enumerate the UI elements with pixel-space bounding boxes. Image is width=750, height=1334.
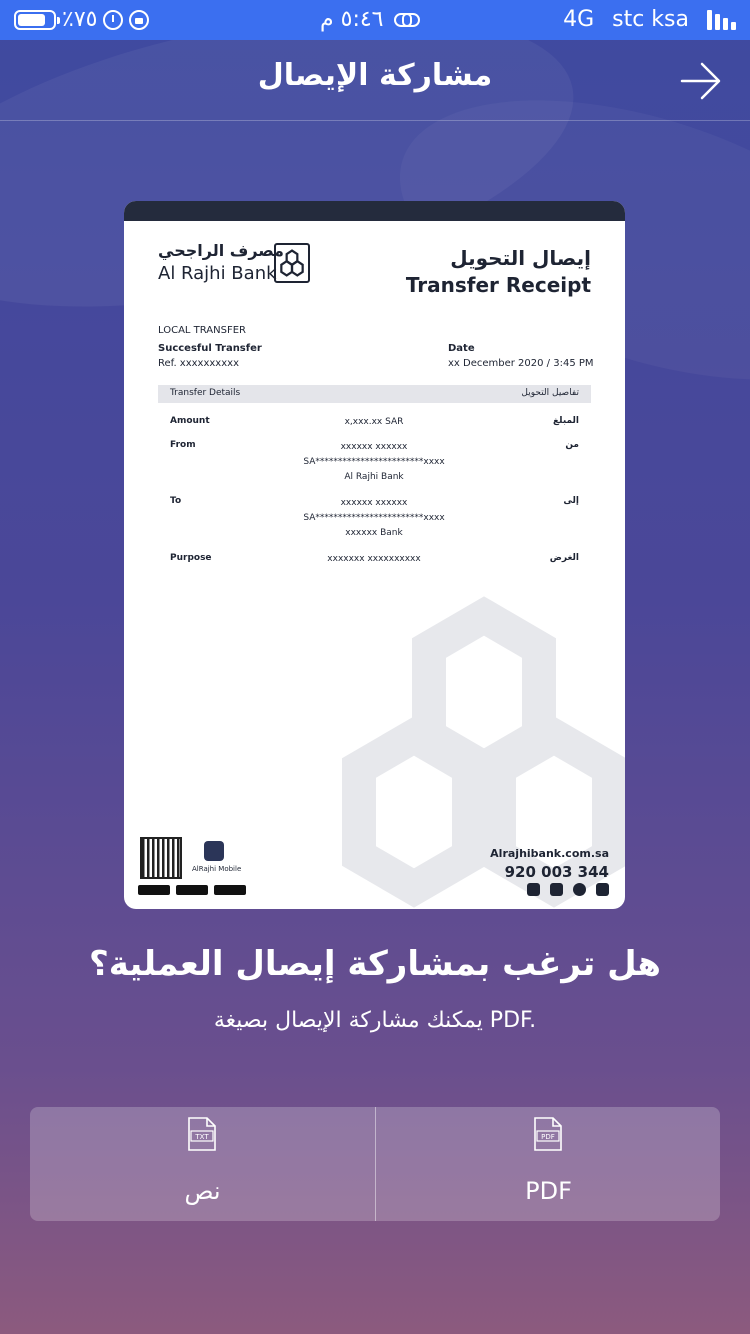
purpose-label: Purpose [170, 553, 212, 563]
from-label: From [170, 440, 196, 450]
receipt-preview [124, 201, 625, 909]
txt-file-icon [187, 1117, 217, 1151]
receipt-title-ar: إيصال التحويل [450, 246, 591, 270]
battery-icon [14, 10, 56, 30]
transfer-ref: Ref. xxxxxxxxxx [158, 358, 239, 369]
status-bar [0, 0, 750, 40]
google-play-badge-icon [176, 885, 208, 895]
to-bank: xxxxxx Bank [345, 528, 403, 538]
to-label-ar: إلى [563, 496, 579, 506]
from-iban: SA************************xxxx [303, 457, 445, 467]
qr-code [140, 837, 182, 879]
date-value: xx December 2020 / 3:45 PM [448, 358, 594, 369]
alarm-icon [103, 10, 123, 30]
receipt-top-bar [124, 201, 625, 221]
from-label-ar: من [565, 440, 579, 450]
back-arrow-icon[interactable] [680, 60, 722, 102]
to-iban: SA************************xxxx [303, 513, 445, 523]
app-logo-icon [204, 841, 224, 861]
transfer-status: Succesful Transfer [158, 343, 262, 354]
bank-name-ar: مصرف الراجحي [158, 241, 284, 260]
from-name: xxxxxx xxxxxx [340, 442, 408, 452]
transfer-details-header [158, 385, 591, 403]
to-value [264, 496, 484, 541]
youtube-icon [527, 883, 540, 896]
bank-phone: 920 003 344 [504, 863, 609, 881]
to-label: To [170, 496, 182, 506]
from-value [264, 440, 484, 485]
purpose-line: xxxxxxx xxxxxxxxxx [327, 554, 421, 564]
rotation-lock-icon [129, 10, 149, 30]
share-subtext: يمكنك مشاركة الإيصال بصيغة PDF. [213, 1008, 537, 1033]
amount-label-ar: المبلغ [553, 416, 579, 426]
page-title: مشاركة الإيصال [257, 58, 493, 93]
share-question: هل ترغب بمشاركة إيصال العملية؟ [89, 944, 661, 984]
pdf-icon-text: PDF [541, 1133, 555, 1141]
share-text-button[interactable] [30, 1107, 375, 1221]
receipt-title-en: Transfer Receipt [405, 273, 591, 297]
to-name: xxxxxx xxxxxx [340, 498, 408, 508]
linkedin-icon [596, 883, 609, 896]
bank-website: Alrajhibank.com.sa [490, 847, 609, 860]
carrier-name: stc ksa [612, 7, 689, 32]
share-pdf-label: PDF [525, 1177, 572, 1205]
status-time: ٥:٤٦ م [320, 7, 384, 32]
amount-value [264, 415, 484, 430]
details-label-en: Transfer Details [170, 388, 241, 398]
share-options [30, 1107, 720, 1221]
share-pdf-button[interactable] [376, 1107, 720, 1221]
nav-header [0, 40, 750, 121]
app-gallery-badge-icon [214, 885, 246, 895]
date-label: Date [448, 343, 475, 354]
network-type: 4G [563, 7, 595, 32]
purpose-value [264, 552, 484, 567]
from-bank: Al Rajhi Bank [344, 472, 404, 482]
transfer-type: LOCAL TRANSFER [158, 325, 246, 336]
twitter-icon [550, 883, 563, 896]
app-label: AlRajhi Mobile [192, 865, 242, 873]
signal-icon [707, 10, 736, 30]
txt-icon-text: TXT [195, 1133, 209, 1141]
app-store-badge-icon [138, 885, 170, 895]
purpose-label-ar: الغرض [549, 553, 579, 563]
amount-line: x,xxx.xx SAR [344, 417, 404, 427]
bank-name-en: Al Rajhi Bank [158, 263, 277, 284]
share-text-label: نص [184, 1177, 221, 1205]
battery-percent: ٪٧٥ [62, 7, 98, 32]
amount-label: Amount [170, 416, 210, 426]
whatsapp-icon [573, 883, 586, 896]
hotspot-link-icon [394, 13, 420, 27]
pdf-file-icon [533, 1117, 563, 1151]
details-label-ar: تفاصيل التحويل [521, 388, 579, 398]
social-links [527, 883, 609, 896]
bank-logo-icon [274, 243, 310, 283]
